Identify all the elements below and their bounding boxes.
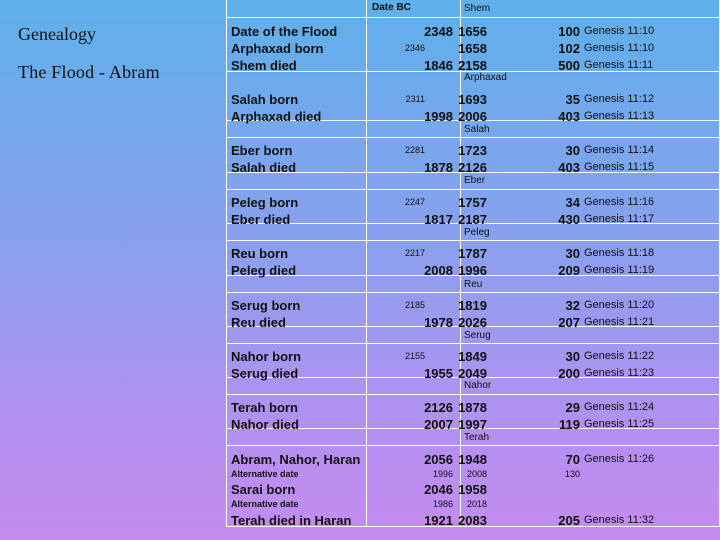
- row-label: Serug died: [231, 366, 299, 381]
- scripture-reference: Genesis 11:13: [584, 110, 655, 122]
- alt-year: 2311: [405, 94, 425, 104]
- row-label: Terah born: [231, 400, 298, 415]
- scripture-reference: Genesis 11:16: [584, 196, 655, 208]
- age-value: 32: [565, 298, 580, 313]
- year-bc: 1846: [424, 58, 453, 73]
- scripture-reference: Genesis 11:10: [584, 42, 655, 54]
- age-value: 30: [565, 246, 580, 261]
- page-title: Genealogy: [18, 24, 96, 44]
- section-name: Serug: [464, 330, 491, 341]
- scripture-reference: Genesis 11:18: [584, 247, 655, 259]
- page-subtitle: The Flood - Abram: [18, 62, 160, 82]
- section-name: Peleg: [464, 227, 490, 238]
- age-value: 500: [558, 58, 580, 73]
- year-bc: 1817: [424, 212, 453, 227]
- scripture-reference: Genesis 11:12: [584, 93, 655, 105]
- year-am: 1878: [458, 400, 487, 415]
- scripture-reference: Genesis 11:17: [584, 213, 655, 225]
- age-value: 35: [565, 92, 580, 107]
- age-value: 102: [558, 41, 580, 56]
- year-bc: 2007: [424, 417, 453, 432]
- age-value: 34: [565, 195, 580, 210]
- year-am: 1996: [458, 263, 487, 278]
- row-label: Shem died: [231, 58, 297, 73]
- scripture-reference: Genesis 11:24: [584, 401, 655, 413]
- row-label: Eber born: [231, 143, 293, 158]
- scripture-reference: Genesis 11:14: [584, 144, 655, 156]
- year-bc: 2348: [424, 24, 453, 39]
- year-bc: 2056: [424, 452, 453, 467]
- row-label: Nahor died: [231, 417, 299, 432]
- row-divider: [226, 137, 720, 138]
- row-divider: [226, 343, 720, 344]
- scripture-reference: Genesis 11:19: [584, 264, 655, 276]
- scripture-reference: Genesis 11:22: [584, 350, 655, 362]
- year-bc: 1955: [424, 366, 453, 381]
- row-divider: [226, 17, 720, 18]
- row-label: Arphaxad died: [231, 109, 322, 124]
- age-value: 209: [558, 263, 580, 278]
- genealogy-table: [226, 0, 720, 527]
- scripture-reference: Genesis 11:21: [584, 316, 655, 328]
- alt-year: 2281: [404, 145, 425, 155]
- row-label: Nahor born: [231, 349, 302, 364]
- age-value: 403: [558, 109, 580, 124]
- year-am: 1723: [458, 143, 487, 158]
- scripture-reference: Genesis 11:32: [584, 514, 655, 526]
- section-name: Salah: [464, 124, 490, 135]
- year-am: 2083: [458, 513, 487, 528]
- row-label: Sarai born: [231, 482, 296, 497]
- year-bc: 1996: [432, 469, 453, 479]
- row-divider: [226, 189, 720, 190]
- year-am: 2026: [458, 315, 487, 330]
- scripture-reference: Genesis 11:11: [584, 59, 654, 71]
- year-am: 1958: [458, 482, 487, 497]
- year-am: 2006: [458, 109, 487, 124]
- row-label: Salah died: [231, 160, 297, 175]
- row-label: Reu died: [231, 315, 286, 330]
- year-am: 2187: [458, 212, 487, 227]
- row-label: Alternative date: [231, 499, 299, 509]
- alt-year: 2346: [404, 43, 425, 53]
- row-divider: [226, 240, 720, 241]
- year-am: 2008: [466, 469, 487, 479]
- year-am: 2158: [458, 58, 487, 73]
- section-name: Eber: [464, 175, 486, 186]
- row-divider: [226, 394, 720, 395]
- scripture-reference: Genesis 11:15: [584, 161, 655, 173]
- year-am: 1948: [458, 452, 487, 467]
- year-bc: 1998: [424, 109, 453, 124]
- year-bc: 1878: [424, 160, 453, 175]
- year-bc: 2008: [424, 263, 453, 278]
- year-am: 2018: [466, 499, 487, 509]
- year-am: 1819: [458, 298, 487, 313]
- scripture-reference: Genesis 11:26: [584, 453, 655, 465]
- age-value: 130: [564, 469, 580, 479]
- year-am: 1787: [458, 246, 487, 261]
- alt-year: 2217: [404, 248, 425, 258]
- header-date-bc: Date BC: [372, 2, 411, 13]
- row-label: Serug born: [231, 298, 301, 313]
- section-name: Nahor: [464, 380, 492, 391]
- year-bc: 1986: [432, 499, 453, 509]
- age-value: 207: [558, 315, 580, 330]
- scripture-reference: Genesis 11:25: [584, 418, 655, 430]
- year-am: 1693: [458, 92, 487, 107]
- row-label: Alternative date: [231, 469, 299, 479]
- year-am: 2049: [458, 366, 487, 381]
- row-label: Salah born: [231, 92, 299, 107]
- row-label: Peleg born: [231, 195, 299, 210]
- alt-year: 2155: [404, 351, 425, 361]
- age-value: 430: [558, 212, 580, 227]
- column-divider: [366, 0, 367, 527]
- age-value: 403: [558, 160, 580, 175]
- row-label: Peleg died: [231, 263, 297, 278]
- row-label: Terah died in Haran: [231, 513, 352, 528]
- row-label: Date of the Flood: [231, 24, 338, 39]
- age-value: 30: [565, 349, 580, 364]
- alt-year: 2185: [404, 300, 425, 310]
- alt-year: 2247: [404, 197, 425, 207]
- year-bc: 1978: [424, 315, 453, 330]
- table-border-left: [226, 0, 227, 527]
- row-label: Reu born: [231, 246, 289, 261]
- row-divider: [226, 292, 720, 293]
- year-am: 1656: [458, 24, 487, 39]
- age-value: 119: [559, 417, 580, 432]
- section-name: Terah: [464, 432, 490, 443]
- year-bc: 2126: [424, 400, 453, 415]
- year-am: 1849: [458, 349, 487, 364]
- section-name: Reu: [464, 279, 483, 290]
- scripture-reference: Genesis 11:20: [584, 299, 655, 311]
- row-label: Arphaxad born: [231, 41, 324, 56]
- year-bc: 2046: [424, 482, 453, 497]
- row-label: Abram, Nahor, Haran: [231, 452, 361, 467]
- year-am: 2126: [458, 160, 487, 175]
- scripture-reference: Genesis 11:23: [584, 367, 655, 379]
- header-shem: Shem: [464, 3, 491, 14]
- year-am: 1658: [458, 41, 487, 56]
- year-am: 1997: [458, 417, 487, 432]
- age-value: 30: [565, 143, 580, 158]
- year-bc: 1921: [424, 513, 453, 528]
- age-value: 70: [565, 452, 580, 467]
- age-value: 205: [558, 513, 580, 528]
- age-value: 100: [558, 24, 580, 39]
- age-value: 200: [558, 366, 580, 381]
- section-name: Arphaxad: [464, 72, 507, 83]
- age-value: 29: [565, 400, 580, 415]
- row-divider: [226, 445, 720, 446]
- scripture-reference: Genesis 11:10: [584, 25, 655, 37]
- year-am: 1757: [458, 195, 487, 210]
- row-label: Eber died: [231, 212, 291, 227]
